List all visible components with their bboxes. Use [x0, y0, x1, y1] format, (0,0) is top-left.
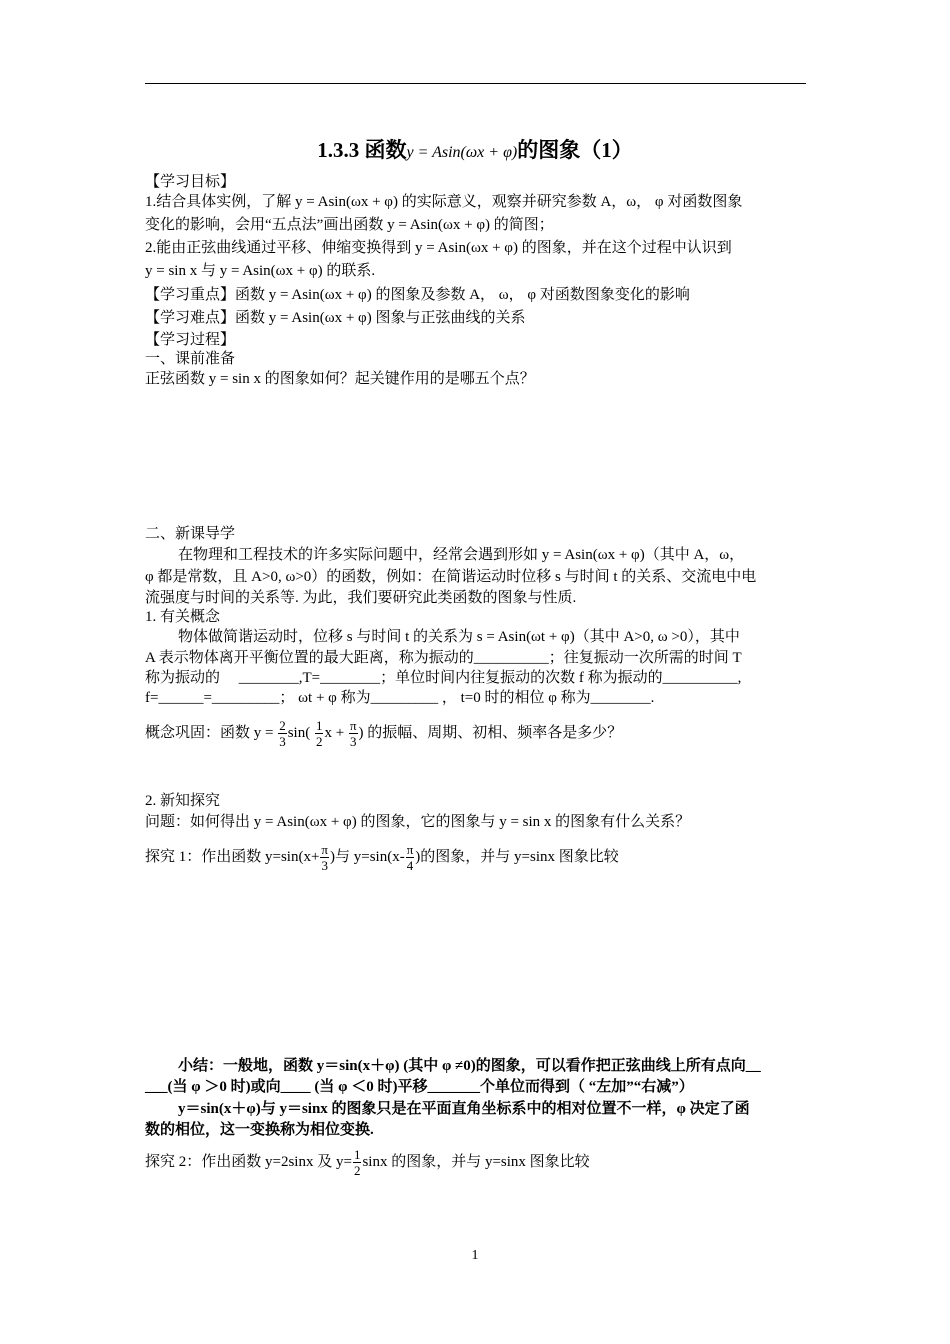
fraction-pi-over-3-b: $\frac{\pi}{3}$ — [321, 842, 328, 874]
difficulties: 【学习难点】函数 y = Asin(ωx + φ) 图象与正弦曲线的关系 — [145, 310, 526, 326]
concept-line-2: A 表示物体离开平衡位置的最大距离，称为振动的__________；往复振动一次所需的时间 T — [145, 650, 742, 666]
fraction-pi-over-3: $\frac{\pi}{3}$ — [349, 718, 357, 750]
new-paragraph-line-3: 流强度与时间的关系等. 为此，我们要研究此类函数的图象与性质. — [145, 590, 577, 606]
prep-question: 正弦函数 y = sin x 的图象如何？起关键作用的是哪五个点？ — [145, 371, 535, 387]
new-lesson-heading: 二、新课导学 — [145, 526, 236, 542]
header-rule — [145, 83, 806, 84]
summary-line-3: y＝sin(x＋φ)与 y＝sinx 的图象只是在平面直角坐标系中的相对位置不一样，φ 决定了函 — [178, 1101, 750, 1117]
concepts-heading: 1. 有关概念 — [145, 609, 221, 625]
process-heading: 【学习过程】 — [145, 332, 236, 348]
goal-2-line-a: 2.能由正弦曲线通过平移、伸缩变换得到 y = Asin(ωx + φ) 的图象，并在这个过程中认识到 — [145, 240, 732, 256]
prep-heading: 一、课前准备 — [145, 351, 236, 367]
explore-2: 探究 2：作出函数 y=2sinx 及 y= $\frac{1}{2}$ sinx 的图象，并与 y=sinx 图象比较 — [145, 1147, 590, 1179]
explore-1: 探究 1：作出函数 y=sin(x+ $\frac{\pi}{3}$ )与 y=sin(x- $\frac{\pi}{4}$ )的图象，并与 y=sinx 图象比较 — [145, 842, 619, 874]
new-paragraph-line-2: φ 都是常数，且 A>0, ω>0）的函数，例如：在简谐运动时位移 s 与时间 t 的关系、交流电中电 — [145, 569, 757, 585]
fraction-two-thirds: $\frac{2}{3}$ — [279, 718, 286, 750]
goal-1-line-b: 变化的影响，会用“五点法”画出函数 y = Asin(ωx + φ) 的简图； — [145, 217, 554, 233]
concept-consolidation: 概念巩固：函数 y = $\frac{2}{3}$ sin( $\frac{1}{2}$ x + $\frac{\pi}{3}$ ) 的振幅、周期、初相、频率各是多少？ — [145, 718, 623, 750]
page-title: 1.3.3 函数y = Asin(ωx + φ)的图象（1） — [317, 138, 633, 162]
key-points: 【学习重点】函数 y = Asin(ωx + φ) 的图象及参数 A， ω， φ 对函数图象变化的影响 — [145, 287, 690, 303]
fraction-one-half: $\frac{1}{2}$ — [315, 718, 323, 750]
goal-1-line-a: 1.结合具体实例，了解 y = Asin(ωx + φ) 的实际意义，观察并研究参数 A，ω， φ 对函数图象 — [145, 194, 743, 210]
concept-line-3: 称为振动的 ________,T=________；单位时间内往复振动的次数 f 称为振动的__________, — [145, 670, 742, 686]
concept-line-4: f=______=_________； ωt + φ 称为_________ ， t=0 时的相位 φ 称为________. — [145, 690, 655, 706]
explore-heading: 2. 新知探究 — [145, 793, 221, 809]
fraction-one-half-b: $\frac{1}{2}$ — [353, 1147, 361, 1179]
new-paragraph-line-1: 在物理和工程技术的许多实际问题中，经常会遇到形如 y = Asin(ωx + φ)（其中 A，ω， — [178, 547, 745, 563]
summary-line-1: 小结：一般地，函数 y＝sin(x＋φ) (其中 φ ≠0)的图象，可以看作把正弦曲线上所有点向__ — [178, 1058, 761, 1074]
summary-line-4: 数的相位，这一变换称为相位变换. — [145, 1122, 374, 1138]
fraction-pi-over-4: $\frac{\pi}{4}$ — [406, 842, 414, 874]
goals-heading: 【学习目标】 — [145, 174, 236, 190]
summary-line-2: ___(当 φ ＞0 时)或向____ (当 φ ＜0 时)平移_______个单位而得到（ “左加”“右减”） — [145, 1079, 694, 1095]
goal-2-line-b: y = sin x 与 y = Asin(ωx + φ) 的联系. — [145, 263, 376, 279]
concept-line-1: 物体做简谐运动时，位移 s 与时间 t 的关系为 s = Asin(ωt + φ)（其中 A>0, ω >0），其中 — [178, 629, 740, 645]
page-number: 1 — [471, 1248, 479, 1263]
explore-question: 问题：如何得出 y = Asin(ωx + φ) 的图象，它的图象与 y = sin x 的图象有什么关系？ — [145, 814, 691, 830]
